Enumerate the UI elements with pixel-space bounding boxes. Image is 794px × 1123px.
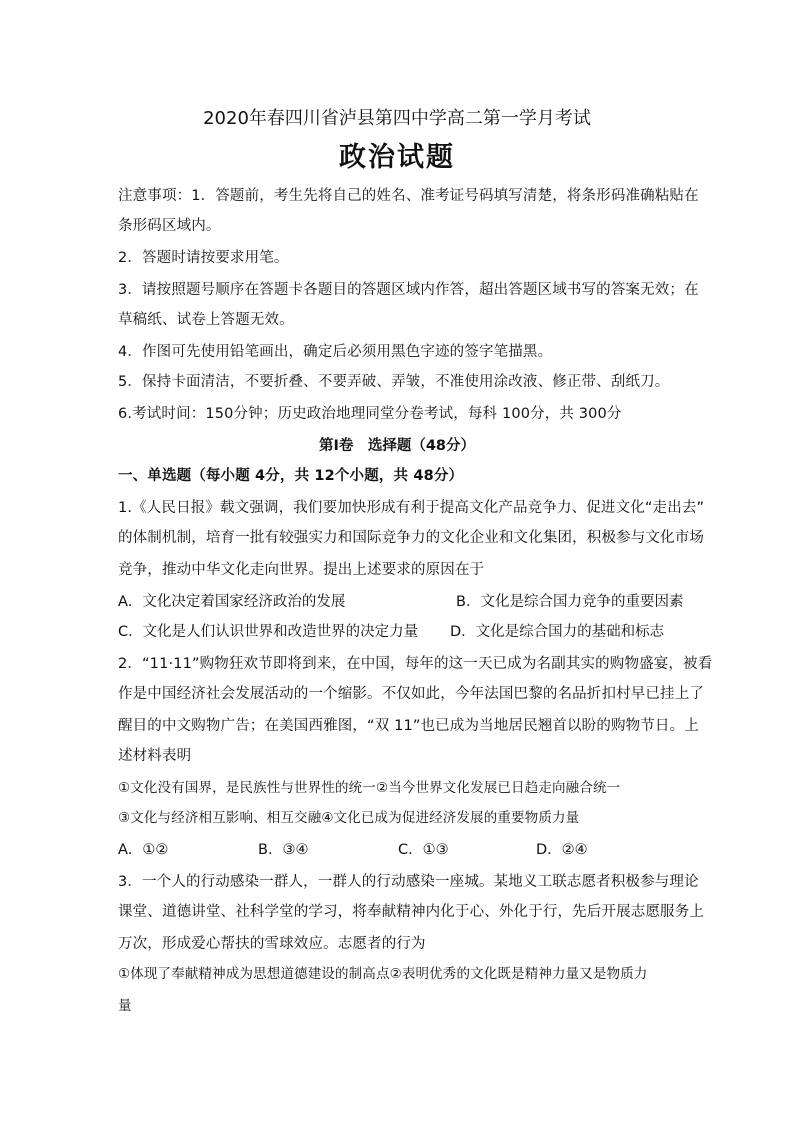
- notes-line-1b: 条形码区域内。: [118, 218, 221, 234]
- q1-option-c: C．文化是人们认识世界和改造世界的决定力量: [118, 624, 419, 640]
- notes-line-5: 5．保持卡面清洁，不要折叠、不要弄破、弄皱，不准使用涂改液、修正带、刮纸刀。: [118, 374, 670, 390]
- q3-line-1: 3．一个人的行动感染一群人，一群人的行动感染一座城。某地义工联志愿者积极参与理论: [118, 874, 699, 890]
- q1-option-b: B．文化是综合国力竞争的重要因素: [456, 594, 684, 610]
- q2-option-b: B．③④: [258, 842, 309, 858]
- notes-line-1: 注意事项：1．答题前，考生先将自己的姓名、准考证号码填写清楚，将条形码准确粘贴在: [118, 188, 699, 204]
- q1-line-2: 的体制机制，培育一批有较强实力和国际竞争力的文化企业和文化集团，积极参与文化市场: [118, 530, 704, 546]
- q2-line-1: 2．“11·11”购物狂欢节即将到来，在中国，每年的这一天已成为名副其实的购物盛宴，被看: [118, 656, 713, 672]
- q1-line-1: 1.《人民日报》载文强调，我们要加快形成有利于提高文化产品竞争力、促进文化“走出去”: [118, 500, 705, 516]
- notes-line-2: 2．答题时请按要求用笔。: [118, 250, 289, 266]
- q3-line-2: 课堂、道德讲堂、社科学堂的学习，将奉献精神内化于心、外化于行，先后开展志愿服务上: [118, 904, 704, 920]
- notes-line-3: 3．请按照题号顺序在答题卡各题目的答题区域内作答，超出答题区域书写的答案无效；在: [118, 282, 699, 298]
- q2-line-3: 醒目的中文购物广告；在美国西雅图，“双 11”也已成为当地居民翘首以盼的购物节日。上: [118, 718, 699, 734]
- q2-option-a: A．①②: [118, 842, 169, 858]
- q3-statement-1b: 量: [118, 998, 132, 1014]
- q1-option-d: D．文化是综合国力的基础和标志: [450, 624, 665, 640]
- q1-option-a: A．文化决定着国家经济政治的发展: [118, 594, 346, 610]
- subject-title: 政治试题: [339, 142, 455, 173]
- exam-title: 2020年春四川省泸县第四中学高二第一学月考试: [203, 108, 591, 129]
- q3-statement-1: ①体现了奉献精神成为思想道德建设的制高点②表明优秀的文化既是精神力量又是物质力: [118, 966, 648, 982]
- section-title: 第Ⅰ卷 选择题（48分）: [318, 438, 476, 454]
- part-heading: 一、单选题（每小题 4分，共 12个小题，共 48分）: [118, 468, 464, 484]
- q2-line-4: 述材料表明: [118, 748, 192, 764]
- q2-option-c: C．①③: [398, 842, 449, 858]
- q3-line-3: 万次，形成爱心帮扶的雪球效应。志愿者的行为: [118, 936, 426, 952]
- q2-statement-2: ③文化与经济相互影响、相互交融④文化已成为促进经济发展的重要物质力量: [118, 810, 580, 826]
- q2-statement-1: ①文化没有国界，是民族性与世界性的统一②当今世界文化发展已日趋走向融合统一: [118, 780, 621, 796]
- notes-line-4: 4．作图可先使用铅笔画出，确定后必须用黑色字迹的签字笔描黑。: [118, 344, 553, 360]
- notes-line-6: 6.考试时间：150分钟；历史政治地理同堂分卷考试，每科 100分，共 300分: [118, 406, 622, 422]
- q1-line-3: 竞争，推动中华文化走向世界。提出上述要求的原因在于: [118, 562, 485, 578]
- q2-option-d: D．②④: [536, 842, 588, 858]
- notes-line-3b: 草稿纸、试卷上答题无效。: [118, 312, 294, 328]
- q2-line-2: 作是中国经济社会发展活动的一个缩影。不仅如此，今年法国巴黎的名品折扣村早已挂上了: [118, 686, 704, 702]
